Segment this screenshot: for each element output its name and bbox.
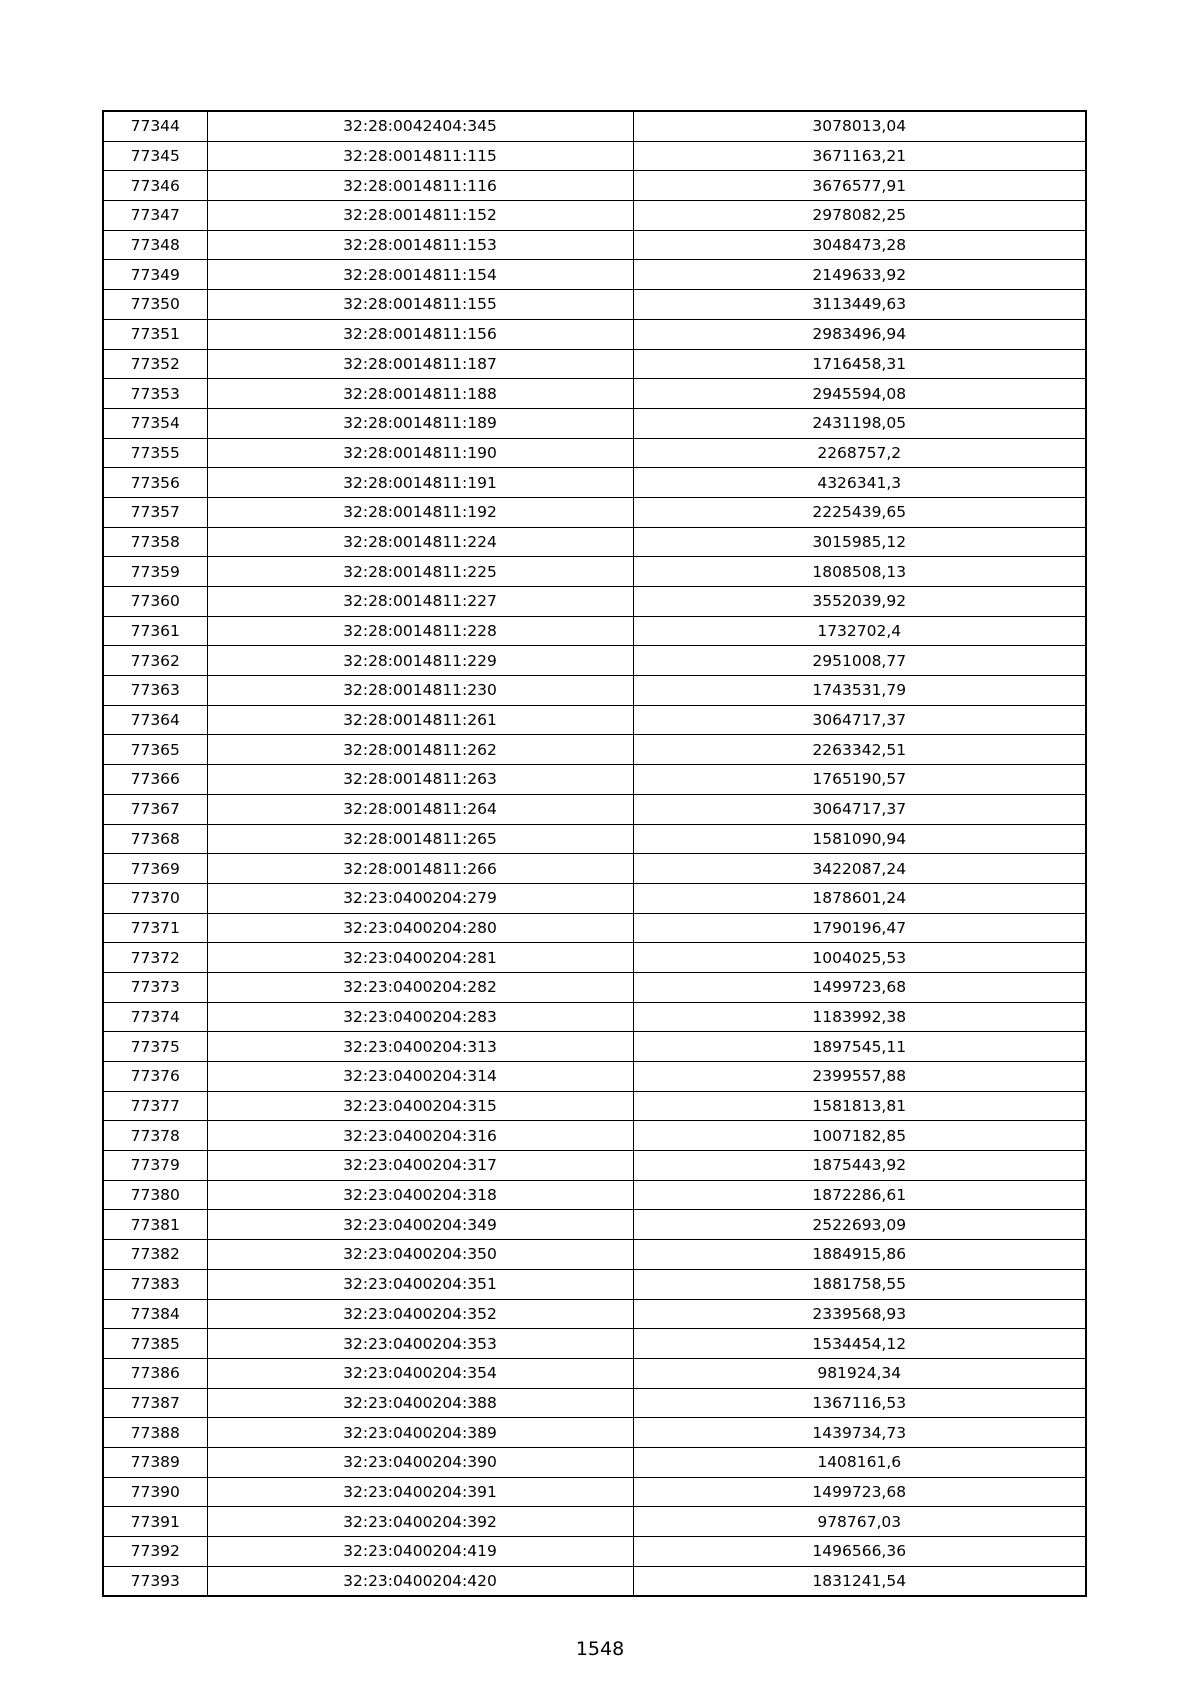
table-row <box>103 587 1086 617</box>
row-number-cell: 77375 <box>103 1032 207 1062</box>
table-row <box>103 171 1086 201</box>
cadastral-number-cell: 32:23:0400204:350 <box>207 1240 633 1270</box>
table-row <box>103 141 1086 171</box>
value-cell: 1790196,47 <box>633 913 1086 943</box>
row-number-cell: 77353 <box>103 379 207 409</box>
value-cell: 2978082,25 <box>633 201 1086 231</box>
row-number-cell: 77392 <box>103 1537 207 1567</box>
row-number-cell: 77387 <box>103 1388 207 1418</box>
cadastral-number-cell: 32:23:0400204:390 <box>207 1447 633 1477</box>
row-number-cell: 77384 <box>103 1299 207 1329</box>
value-cell: 3048473,28 <box>633 230 1086 260</box>
row-number-cell: 77344 <box>103 111 207 141</box>
cadastral-number-cell: 32:28:0014811:188 <box>207 379 633 409</box>
value-cell: 1581813,81 <box>633 1091 1086 1121</box>
table-row <box>103 349 1086 379</box>
cadastral-number-cell: 32:28:0014811:187 <box>207 349 633 379</box>
row-number-cell: 77391 <box>103 1507 207 1537</box>
value-cell: 1408161,6 <box>633 1447 1086 1477</box>
value-cell: 1831241,54 <box>633 1566 1086 1596</box>
table-row <box>103 943 1086 973</box>
table-row <box>103 1299 1086 1329</box>
value-cell: 4326341,3 <box>633 468 1086 498</box>
row-number-cell: 77381 <box>103 1210 207 1240</box>
value-cell: 3552039,92 <box>633 587 1086 617</box>
row-number-cell: 77390 <box>103 1477 207 1507</box>
row-number-cell: 77355 <box>103 438 207 468</box>
row-number-cell: 77377 <box>103 1091 207 1121</box>
row-number-cell: 77350 <box>103 290 207 320</box>
value-cell: 1881758,55 <box>633 1269 1086 1299</box>
cadastral-number-cell: 32:28:0014811:189 <box>207 408 633 438</box>
row-number-cell: 77383 <box>103 1269 207 1299</box>
table-row <box>103 557 1086 587</box>
value-cell: 3671163,21 <box>633 141 1086 171</box>
table-row <box>103 1477 1086 1507</box>
row-number-cell: 77347 <box>103 201 207 231</box>
cadastral-number-cell: 32:23:0400204:280 <box>207 913 633 943</box>
table-row <box>103 676 1086 706</box>
data-table-container <box>102 110 1085 1597</box>
value-cell: 1581090,94 <box>633 824 1086 854</box>
cadastral-number-cell: 32:23:0400204:388 <box>207 1388 633 1418</box>
row-number-cell: 77372 <box>103 943 207 973</box>
value-cell: 1765190,57 <box>633 765 1086 795</box>
value-cell: 2983496,94 <box>633 319 1086 349</box>
cadastral-number-cell: 32:23:0400204:282 <box>207 972 633 1002</box>
table-row <box>103 1002 1086 1032</box>
cadastral-number-cell: 32:23:0400204:353 <box>207 1329 633 1359</box>
value-cell: 1716458,31 <box>633 349 1086 379</box>
row-number-cell: 77371 <box>103 913 207 943</box>
table-row <box>103 1447 1086 1477</box>
cadastral-number-cell: 32:28:0014811:261 <box>207 705 633 735</box>
cadastral-number-cell: 32:23:0400204:317 <box>207 1151 633 1181</box>
cadastral-number-cell: 32:28:0014811:263 <box>207 765 633 795</box>
value-cell: 1499723,68 <box>633 972 1086 1002</box>
cadastral-number-cell: 32:23:0400204:392 <box>207 1507 633 1537</box>
value-cell: 3064717,37 <box>633 794 1086 824</box>
table-row <box>103 1032 1086 1062</box>
cadastral-number-cell: 32:28:0042404:345 <box>207 111 633 141</box>
row-number-cell: 77360 <box>103 587 207 617</box>
cadastral-number-cell: 32:28:0014811:264 <box>207 794 633 824</box>
table-row <box>103 319 1086 349</box>
table-row <box>103 1388 1086 1418</box>
cadastral-number-cell: 32:23:0400204:318 <box>207 1180 633 1210</box>
row-number-cell: 77389 <box>103 1447 207 1477</box>
table-row <box>103 735 1086 765</box>
row-number-cell: 77374 <box>103 1002 207 1032</box>
table-row <box>103 1329 1086 1359</box>
cadastral-number-cell: 32:28:0014811:225 <box>207 557 633 587</box>
table-row <box>103 1269 1086 1299</box>
row-number-cell: 77354 <box>103 408 207 438</box>
row-number-cell: 77345 <box>103 141 207 171</box>
table-row <box>103 201 1086 231</box>
cadastral-number-cell: 32:28:0014811:155 <box>207 290 633 320</box>
table-row <box>103 765 1086 795</box>
cadastral-number-cell: 32:28:0014811:115 <box>207 141 633 171</box>
table-row <box>103 1151 1086 1181</box>
cadastral-number-cell: 32:23:0400204:283 <box>207 1002 633 1032</box>
row-number-cell: 77367 <box>103 794 207 824</box>
cadastral-number-cell: 32:28:0014811:262 <box>207 735 633 765</box>
value-cell: 2225439,65 <box>633 497 1086 527</box>
table-row <box>103 1240 1086 1270</box>
row-number-cell: 77386 <box>103 1358 207 1388</box>
table-row <box>103 438 1086 468</box>
value-cell: 2522693,09 <box>633 1210 1086 1240</box>
page-number: 1548 <box>575 1638 625 1660</box>
value-cell: 978767,03 <box>633 1507 1086 1537</box>
row-number-cell: 77359 <box>103 557 207 587</box>
row-number-cell: 77378 <box>103 1121 207 1151</box>
table-row <box>103 468 1086 498</box>
row-number-cell: 77366 <box>103 765 207 795</box>
cadastral-number-cell: 32:28:0014811:153 <box>207 230 633 260</box>
cadastral-number-cell: 32:23:0400204:316 <box>207 1121 633 1151</box>
value-cell: 1439734,73 <box>633 1418 1086 1448</box>
table-row <box>103 824 1086 854</box>
row-number-cell: 77357 <box>103 497 207 527</box>
table-row <box>103 972 1086 1002</box>
value-cell: 2399557,88 <box>633 1062 1086 1092</box>
table-row <box>103 1418 1086 1448</box>
table-row <box>103 1566 1086 1596</box>
cadastral-number-cell: 32:28:0014811:154 <box>207 260 633 290</box>
row-number-cell: 77373 <box>103 972 207 1002</box>
row-number-cell: 77382 <box>103 1240 207 1270</box>
table-row <box>103 260 1086 290</box>
row-number-cell: 77362 <box>103 646 207 676</box>
cadastral-number-cell: 32:23:0400204:281 <box>207 943 633 973</box>
value-cell: 1884915,86 <box>633 1240 1086 1270</box>
cadastral-number-cell: 32:23:0400204:391 <box>207 1477 633 1507</box>
table-row <box>103 616 1086 646</box>
cadastral-number-cell: 32:23:0400204:314 <box>207 1062 633 1092</box>
table-row <box>103 408 1086 438</box>
table-row <box>103 646 1086 676</box>
value-cell: 1897545,11 <box>633 1032 1086 1062</box>
cadastral-number-cell: 32:28:0014811:228 <box>207 616 633 646</box>
value-cell: 3078013,04 <box>633 111 1086 141</box>
cadastral-number-cell: 32:28:0014811:116 <box>207 171 633 201</box>
value-cell: 1496566,36 <box>633 1537 1086 1567</box>
table-row <box>103 1210 1086 1240</box>
table-row <box>103 794 1086 824</box>
table-row <box>103 1062 1086 1092</box>
value-cell: 1004025,53 <box>633 943 1086 973</box>
cadastral-number-cell: 32:23:0400204:313 <box>207 1032 633 1062</box>
table-row <box>103 230 1086 260</box>
value-cell: 1878601,24 <box>633 883 1086 913</box>
cadastral-number-cell: 32:23:0400204:354 <box>207 1358 633 1388</box>
row-number-cell: 77393 <box>103 1566 207 1596</box>
value-cell: 1875443,92 <box>633 1151 1086 1181</box>
cadastral-number-cell: 32:28:0014811:152 <box>207 201 633 231</box>
row-number-cell: 77368 <box>103 824 207 854</box>
cadastral-number-cell: 32:28:0014811:191 <box>207 468 633 498</box>
value-cell: 3676577,91 <box>633 171 1086 201</box>
table-row <box>103 1091 1086 1121</box>
table-row <box>103 379 1086 409</box>
row-number-cell: 77379 <box>103 1151 207 1181</box>
row-number-cell: 77380 <box>103 1180 207 1210</box>
table-row <box>103 1507 1086 1537</box>
cadastral-number-cell: 32:23:0400204:351 <box>207 1269 633 1299</box>
cadastral-number-cell: 32:28:0014811:230 <box>207 676 633 706</box>
cadastral-number-cell: 32:28:0014811:227 <box>207 587 633 617</box>
table-row <box>103 854 1086 884</box>
cadastral-number-cell: 32:23:0400204:389 <box>207 1418 633 1448</box>
row-number-cell: 77349 <box>103 260 207 290</box>
value-cell: 2149633,92 <box>633 260 1086 290</box>
value-cell: 1007182,85 <box>633 1121 1086 1151</box>
cadastral-number-cell: 32:28:0014811:156 <box>207 319 633 349</box>
value-cell: 1743531,79 <box>633 676 1086 706</box>
row-number-cell: 77352 <box>103 349 207 379</box>
row-number-cell: 77358 <box>103 527 207 557</box>
value-cell: 1499723,68 <box>633 1477 1086 1507</box>
value-cell: 3113449,63 <box>633 290 1086 320</box>
row-number-cell: 77363 <box>103 676 207 706</box>
cadastral-number-cell: 32:28:0014811:266 <box>207 854 633 884</box>
cadastral-number-cell: 32:28:0014811:192 <box>207 497 633 527</box>
row-number-cell: 77346 <box>103 171 207 201</box>
table-row <box>103 1180 1086 1210</box>
value-cell: 1534454,12 <box>633 1329 1086 1359</box>
row-number-cell: 77388 <box>103 1418 207 1448</box>
value-cell: 2268757,2 <box>633 438 1086 468</box>
value-cell: 3422087,24 <box>633 854 1086 884</box>
cadastral-number-cell: 32:28:0014811:229 <box>207 646 633 676</box>
table-row <box>103 705 1086 735</box>
value-cell: 3064717,37 <box>633 705 1086 735</box>
cadastral-number-cell: 32:28:0014811:265 <box>207 824 633 854</box>
row-number-cell: 77370 <box>103 883 207 913</box>
value-cell: 1183992,38 <box>633 1002 1086 1032</box>
value-cell: 2339568,93 <box>633 1299 1086 1329</box>
row-number-cell: 77369 <box>103 854 207 884</box>
table-row <box>103 1537 1086 1567</box>
row-number-cell: 77364 <box>103 705 207 735</box>
value-cell: 981924,34 <box>633 1358 1086 1388</box>
value-cell: 1808508,13 <box>633 557 1086 587</box>
row-number-cell: 77356 <box>103 468 207 498</box>
value-cell: 2951008,77 <box>633 646 1086 676</box>
cadastral-number-cell: 32:23:0400204:279 <box>207 883 633 913</box>
cadastral-number-cell: 32:23:0400204:315 <box>207 1091 633 1121</box>
table-row <box>103 290 1086 320</box>
value-cell: 2263342,51 <box>633 735 1086 765</box>
cadastral-number-cell: 32:23:0400204:349 <box>207 1210 633 1240</box>
table-row <box>103 1358 1086 1388</box>
row-number-cell: 77365 <box>103 735 207 765</box>
value-cell: 1872286,61 <box>633 1180 1086 1210</box>
table-row <box>103 111 1086 141</box>
row-number-cell: 77351 <box>103 319 207 349</box>
row-number-cell: 77361 <box>103 616 207 646</box>
value-cell: 1732702,4 <box>633 616 1086 646</box>
table-row <box>103 1121 1086 1151</box>
table-row <box>103 497 1086 527</box>
cadastral-number-cell: 32:23:0400204:419 <box>207 1537 633 1567</box>
table-body <box>103 111 1086 1596</box>
row-number-cell: 77348 <box>103 230 207 260</box>
cadastral-number-cell: 32:23:0400204:352 <box>207 1299 633 1329</box>
value-cell: 3015985,12 <box>633 527 1086 557</box>
value-cell: 1367116,53 <box>633 1388 1086 1418</box>
cadastral-number-cell: 32:23:0400204:420 <box>207 1566 633 1596</box>
table-row <box>103 527 1086 557</box>
cadastral-table <box>102 110 1087 1597</box>
value-cell: 2945594,08 <box>633 379 1086 409</box>
cadastral-number-cell: 32:28:0014811:190 <box>207 438 633 468</box>
row-number-cell: 77376 <box>103 1062 207 1092</box>
value-cell: 2431198,05 <box>633 408 1086 438</box>
table-row <box>103 883 1086 913</box>
table-row <box>103 913 1086 943</box>
row-number-cell: 77385 <box>103 1329 207 1359</box>
cadastral-number-cell: 32:28:0014811:224 <box>207 527 633 557</box>
